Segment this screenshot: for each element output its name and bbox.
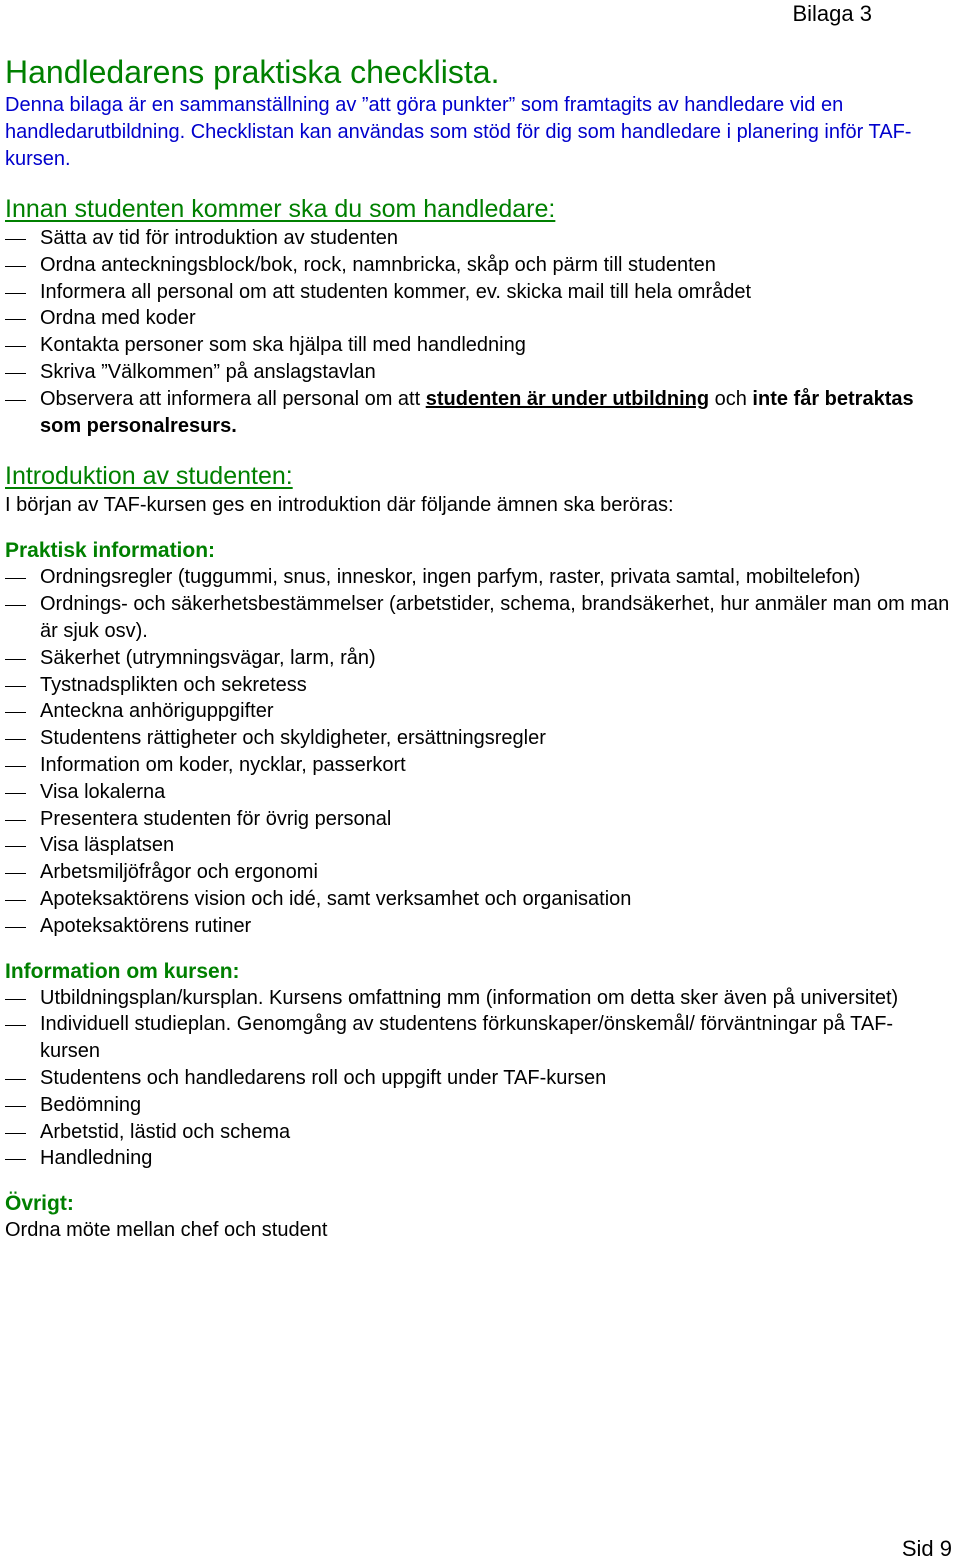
document-body [5,52,950,1244]
observe-text: Observera att informera all personal om att [40,387,426,410]
list-item: Apoteksaktörens rutiner [5,913,950,940]
list-item: Ordnings- och säkerhetsbestämmelser (arbetstider, schema, brandsäkerhet, hur anmäler man om man är sjuk osv). [5,591,950,645]
list-item: Individuell studieplan. Genomgång av studentens förkunskaper/önskemål/ förväntningar på TAF-kursen [5,1011,950,1065]
attachment-label: Bilaga 3 [792,1,872,26]
introduction-text: I början av TAF-kursen ges en introduktion där följande ämnen ska beröras: [5,494,674,517]
introduction-heading: Introduktion av studenten: [5,462,293,491]
document-title: Handledarens praktiska checklista. [5,54,500,90]
list-item: Information om koder, nycklar, passerkort [5,752,950,779]
list-item: Ordningsregler (tuggummi, snus, inneskor, ingen parfym, raster, privata samtal, mobiltelefon) [5,564,950,591]
list-item: Informera all personal om att studenten kommer, ev. skicka mail till hela området [5,279,950,306]
list-item: Presentera studenten för övrig personal [5,806,950,833]
list-item: Ordna anteckningsblock/bok, rock, namnbricka, skåp och pärm till studenten [5,252,950,279]
list-item: Anteckna anhöriguppgifter [5,698,950,725]
list-item: Skriva ”Välkommen” på anslagstavlan [5,359,950,386]
list-item: Visa läsplatsen [5,832,950,859]
intro-paragraph: Denna bilaga är en sammanställning av ”att göra punkter” som framtagits av handledare vid en handledarutbildning. Checklistan kan användas som stöd för dig som handledare i planering inför TAF-kursen. [5,94,912,170]
list-item: Visa lokalerna [5,779,950,806]
course-info-list [5,985,950,1173]
observe-emphasis-bold: inte får betraktas som personalresurs. [40,387,914,437]
list-item: Tystnadsplikten och sekretess [5,672,950,699]
list-item: Säkerhet (utrymningsvägar, larm, rån) [5,645,950,672]
other-text: Ordna möte mellan chef och student [5,1219,328,1242]
before-arrival-heading: Innan studenten kommer ska du som handledare: [5,195,556,223]
list-item: Ordna med koder [5,305,950,332]
list-item: Studentens rättigheter och skyldigheter, ersättningsregler [5,725,950,752]
list-item: Arbetstid, lästid och schema [5,1119,950,1146]
list-item: Handledning [5,1145,950,1172]
practical-heading: Praktisk information: [5,539,216,563]
list-item: Utbildningsplan/kursplan. Kursens omfattning mm (information om detta sker även på universitet) [5,985,950,1012]
list-item: Studentens och handledarens roll och uppgift under TAF-kursen [5,1065,950,1092]
page-number: Sid 9 [901,1536,952,1561]
observe-connector: och [709,387,753,410]
list-item-observe [5,386,950,440]
list-item: Kontakta personer som ska hjälpa till med handledning [5,332,950,359]
before-arrival-list [5,225,950,439]
list-item: Sätta av tid för introduktion av studenten [5,225,950,252]
other-heading: Övrigt: [5,1192,74,1216]
list-item: Apoteksaktörens vision och idé, samt verksamhet och organisation [5,886,950,913]
course-info-heading: Information om kursen: [5,959,240,983]
practical-list [5,564,950,939]
list-item: Bedömning [5,1092,950,1119]
observe-emphasis-underlined: studenten är under utbildning [425,387,710,410]
list-item: Arbetsmiljöfrågor och ergonomi [5,859,950,886]
